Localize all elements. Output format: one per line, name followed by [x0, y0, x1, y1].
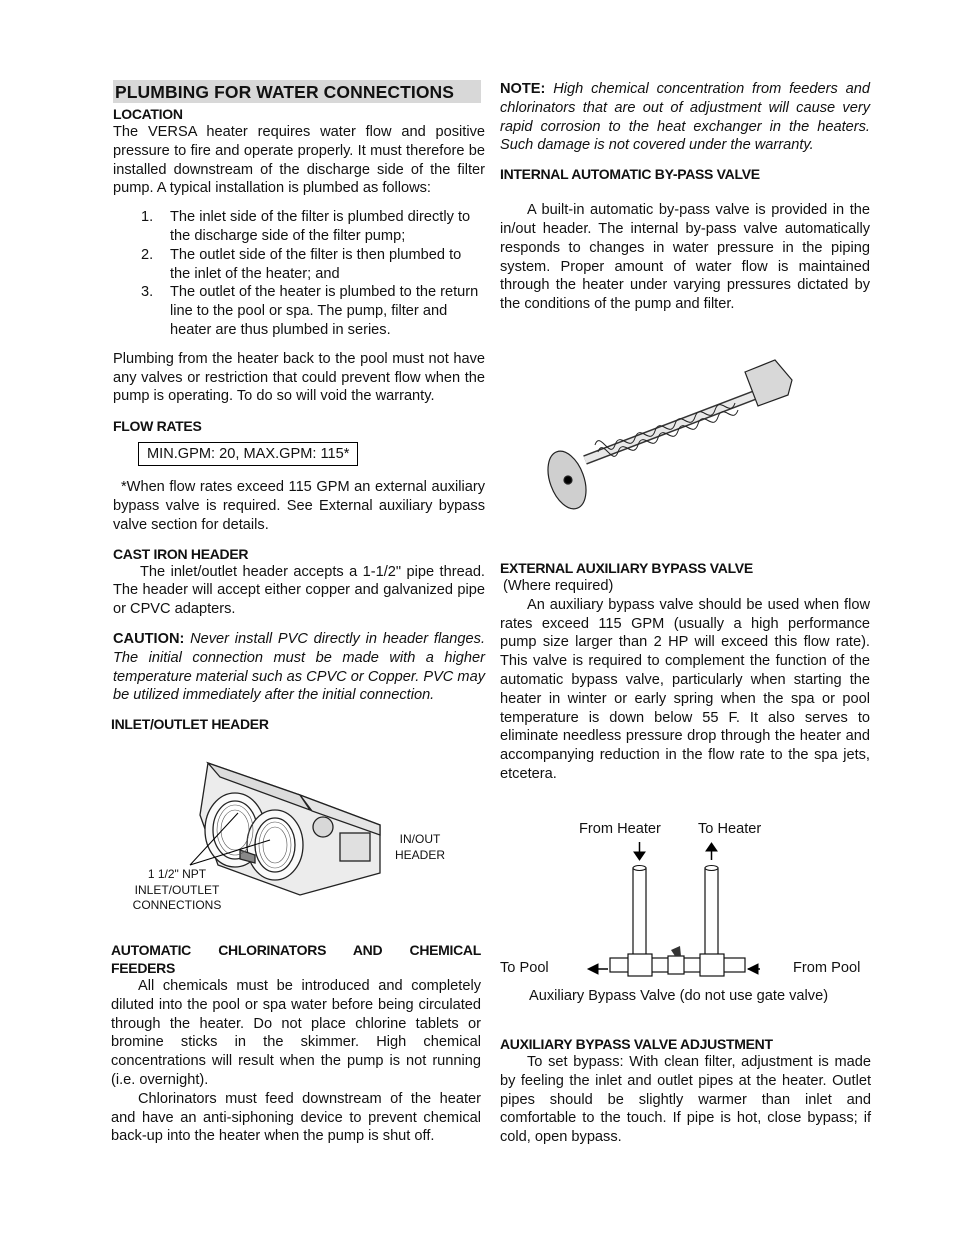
- flow-rates-heading: FLOW RATES: [113, 418, 202, 435]
- left-column: [113, 80, 485, 733]
- installation-steps: [113, 208, 485, 340]
- to-heater-label: To Heater: [698, 821, 762, 837]
- adjustment-heading: AUXILIARY BYPASS VALVE ADJUSTMENT: [500, 1036, 773, 1052]
- chlorinators-section: [111, 941, 481, 1146]
- external-bypass-sub: (Where required): [503, 578, 614, 594]
- cast-iron-text: The inlet/outlet header accepts a 1-1/2" pipe thread. The header will accept either copper and galvanized pipe or CPVC adapters.: [113, 563, 485, 618]
- note-paragraph: [500, 80, 870, 155]
- from-pool-label: From Pool: [793, 960, 861, 976]
- chlorinators-text-2: Chlorinators must feed downstream of the heater and have an anti-siphoning device to prevent chemical back-up into the heater when the pump is shut off.: [111, 1090, 481, 1145]
- bypass-valve-illustration: [540, 350, 800, 520]
- list-item: 1. The inlet side of the filter is plumbed directly to the discharge side of the filter pump;: [141, 209, 471, 244]
- list-item: 2. The outlet side of the filter is then plumbed to the inlet of the heater; and: [141, 246, 462, 282]
- caution-text: Never install PVC directly in header flanges. The initial connection must be made with a higher temperature material such as CPVC or Copper. PVC may be utilized immediately after the initial connection.: [113, 630, 486, 704]
- list-item: 3. The outlet of the heater is plumbed to the return line to the pool or spa. The pump, filter and heater are thus plumbed in series.: [141, 284, 479, 338]
- chlorinators-text-1: All chemicals must be introduced and completely diluted into the pool or spa water before being circulated through the heater. Do not place chlorine tablets or bromine sticks in the skimmer. High chemical concentrations will result when the pump is not running (i.e. overnight).: [111, 978, 481, 1088]
- location-text: The VERSA heater requires water flow and positive pressure to fire and operate properly. It must therefore be installed downstream of the discharge side of the filter pump. A typical installation is plumbed as follows:: [113, 124, 485, 197]
- in-out-header-label: IN/OUT HEADER: [394, 832, 445, 862]
- diagram-caption: Auxiliary Bypass Valve (do not use gate valve): [529, 988, 829, 1004]
- external-bypass-heading: EXTERNAL AUXILIARY BYPASS VALVE: [500, 560, 753, 576]
- section-title: PLUMBING FOR WATER CONNECTIONS: [113, 80, 481, 103]
- to-pool-label: To Pool: [500, 960, 549, 976]
- external-bypass-text: An auxiliary bypass valve should be used when flow rates exceed 115 GPM (usually a high performance pump size larger than 2 HP will exceed this flow rate). This valve is required to complement the function of the automatic bypass valve, particularly when starting the heater in winter or early spring when the spa or pool temperature is down below 55 F. It also serves to eliminate needless pressure drop through the heater and accompanying reduction in the flow rate to the spa jets, etcetera.: [500, 596, 870, 782]
- npt-connections-label: 1 1/2" NPT INLET/OUTLET CONNECTIONS: [132, 867, 222, 912]
- flow-note: *When flow rates exceed 115 GPM an external auxiliary bypass valve is required. See External auxiliary bypass valve section for details.: [113, 479, 485, 533]
- plumbing-note: Plumbing from the heater back to the pool must not have any valves or restriction that could prevent flow when the pump is operating. To do so will void the warranty.: [113, 350, 485, 405]
- bypass-text: A built-in automatic by-pass valve is provided in the in/out header. The internal by-pass valve automatically responds to changes in water pressure in the piping system. Proper amount of water flow is maintained through the heater under varying pressures dictated by the conditions of the pump and filter.: [500, 202, 870, 313]
- caution-paragraph: [113, 630, 485, 705]
- adjustment-section: [500, 1035, 871, 1147]
- external-bypass-section: [500, 559, 870, 784]
- caution-label: CAUTION:: [113, 630, 185, 647]
- flow-rates-box: MIN.GPM: 20, MAX.GPM: 115*: [138, 442, 358, 466]
- location-heading: LOCATION: [113, 106, 183, 122]
- chlorinators-heading: AUTOMATIC CHLORINATORS AND CHEMICAL FEEDERS: [111, 942, 481, 976]
- note-text: High chemical concentration from feeders and chlorinators that are out of adjustment will cause very rapid corrosion to the heat exchanger in the heaters. Such damage is not covered under the warranty.: [500, 81, 870, 154]
- inlet-outlet-heading: INLET/OUTLET HEADER: [111, 716, 269, 733]
- bypass-heading: INTERNAL AUTOMATIC BY-PASS VALVE: [500, 166, 760, 183]
- aux-bypass-diagram: [580, 840, 780, 985]
- adjustment-text: To set bypass: With clean filter, adjustment is made by feeling the inlet and outlet pipes at the heater. Outlet pipes should be slightly warmer than inlet and comfortable to the touch. If pipe is hot, close bypass; if cold, open bypass.: [500, 1054, 871, 1146]
- from-heater-label: From Heater: [579, 821, 661, 837]
- cast-iron-heading: CAST IRON HEADER: [113, 545, 249, 562]
- right-column: [500, 80, 870, 314]
- note-label: NOTE:: [500, 81, 546, 97]
